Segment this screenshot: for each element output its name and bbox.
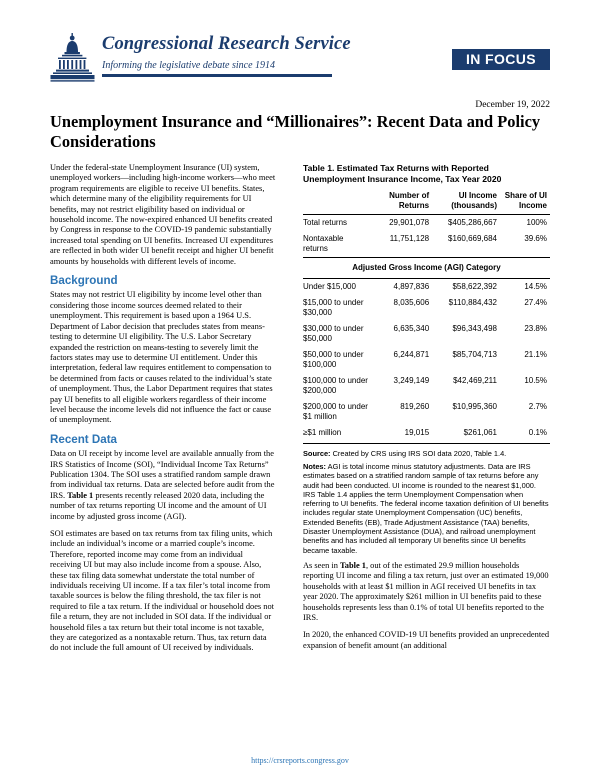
document-date: December 19, 2022 [475, 100, 550, 110]
row-label: Under $15,000 [303, 281, 356, 291]
right-paragraph-2: In 2020, the enhanced COVID-19 UI benefits provided an unprecedented expansion of benefit amount (an additional [303, 630, 550, 650]
cell-share: 0.1% [500, 425, 550, 443]
cell-returns: 6,244,871 [393, 350, 430, 360]
right-p1-part-a: As seen in [303, 560, 340, 570]
org-title: Congressional Research Service [102, 34, 351, 54]
cell-share: 39.6% [524, 234, 547, 244]
right-column [303, 163, 550, 658]
right-column-body [303, 561, 550, 651]
table-reference: Table 1 [339, 560, 366, 570]
cell-ui-income: $110,884,432 [448, 298, 497, 308]
left-column [50, 163, 276, 661]
recent-data-paragraph-2: SOI estimates are based on tax returns from tax filing units, which include an individual’s income or a married couple’s income. Therefore, reported income may come from an individual receiving UI but may also include income from a spouse. Also, these tax filing data somewhat understate the total number of individuals receiving UI income. If a tax filer’s total income from taxable sources is below the filing threshold, the tax filer is not required to file a tax return. If the individual or household does not file a return, they are not included in SOI data. If the individual or household files a tax return but their total income is not taxable, they are categorized as a nontaxable return. Thus, tax return data do not include the full amount of UI received by individuals. [50, 529, 274, 653]
row-label: $50,000 to under $100,000 [303, 350, 364, 370]
notes-label: Notes: [303, 461, 326, 471]
cell-ui-income: $10,995,360 [452, 402, 497, 412]
ui-income-table [303, 188, 550, 444]
table-row [303, 321, 550, 347]
intro-paragraph: Under the federal-state Unemployment Insurance (UI) system, unemployed workers—including high-income workers—who meet program requirements are eligible to receive UI benefits. States, which determine many of the eligibility requirements for UI benefits, may not restrict eligibility based on individual or household income. The now-expired enhanced UI benefits created by Congress in response to the COVID-19 pandemic substantially increased total spending on UI benefits. Increased UI expenditures are reflected in both wider UI benefit receipt and higher UI benefit amounts by households with different levels of income. [50, 163, 276, 266]
cell-share: 14.5% [524, 281, 547, 291]
table-notes-text [303, 462, 550, 555]
cell-returns: 6,635,340 [393, 324, 430, 334]
source-label: Source: [303, 448, 331, 458]
footer-url[interactable]: https://crsreports.congress.gov [251, 756, 349, 765]
table-row [303, 399, 550, 425]
table-reference: Table 1 [67, 490, 94, 500]
table-row [303, 347, 550, 373]
cell-returns: 19,015 [375, 425, 432, 443]
table-row [303, 373, 550, 399]
cell-ui-income: $42,469,211 [453, 376, 497, 386]
agi-category-header: Adjusted Gross Income (AGI) Category [303, 258, 550, 278]
row-label: $200,000 to under $1 million [303, 402, 368, 422]
cell-ui-income: $405,286,667 [448, 218, 497, 227]
cell-ui-income: $96,343,498 [452, 324, 497, 334]
footer [0, 756, 600, 765]
cell-share: 10.5% [524, 376, 547, 386]
row-label: Nontaxable returns [303, 234, 344, 254]
cell-share: 2.7% [528, 402, 547, 412]
right-paragraph-1 [303, 561, 550, 623]
row-label: $100,000 to under $200,000 [303, 376, 368, 396]
column-header-share: Share of UI Income [500, 188, 550, 215]
notes-body: AGI is total income minus statutory adjustments. Data are IRS estimates based on a stratified random sample of tax returns before any audit had been conducted. UI income is rounded to the nearest $1,000. IRS Table 1.4 applies the term Unemployment Compensation when referring to UI benefits. The federal income taxation definition of UI benefits includes regular state Unemployment Compensation (UC) benefits, Extended Benefits (EB), Trade Adjustment Assistance (TAA) benefits, Disaster Unemployment Assistance (DUA), and railroad unemployment benefits and has included all temporary UI benefits since UI benefits became taxable. [303, 461, 549, 555]
table-section-header [303, 258, 550, 278]
cell-returns: 11,751,128 [389, 234, 430, 244]
status-badge: IN FOCUS [452, 49, 550, 70]
cell-returns: 4,897,836 [393, 281, 430, 291]
page-title: Unemployment Insurance and “Millionaires”: Recent Data and Policy Considerations [50, 112, 541, 151]
cell-ui-income: $261,061 [432, 425, 500, 443]
capitol-dome-icon [50, 32, 96, 82]
org-tagline: Informing the legislative debate since 1914 [102, 60, 276, 71]
recent-p1-part-b: presents recently released 2020 data, including the number of tax returns reporting UI income and the amount of UI income by adjusted gross income (AGI). [50, 490, 267, 521]
column-header-returns: Number of Returns [375, 188, 432, 215]
table-header [303, 188, 550, 215]
row-label: $30,000 to under $50,000 [303, 324, 364, 344]
table-body [303, 215, 550, 444]
table-notes [303, 449, 550, 555]
recent-data-paragraph-1 [50, 449, 276, 522]
heading-recent-data: Recent Data [50, 432, 118, 446]
recent-p1-part-a: Data on UI receipt by income level are available annually from the IRS Statistics of Income (SOI), “Individual Income Tax Returns” Publication 1304. The SOI uses a stratified random sample drawn from individual tax returns. Data are selected before audit from the IRS. [50, 449, 275, 500]
row-label: Total returns [303, 218, 348, 227]
column-header-blank [303, 188, 375, 215]
cell-ui-income: $58,622,392 [452, 281, 497, 291]
cell-returns: 3,249,149 [393, 376, 430, 386]
table-source [303, 449, 550, 458]
cell-share: 23.8% [524, 324, 547, 334]
table-row [303, 425, 550, 443]
table-row [303, 278, 550, 295]
row-label: ≥$1 million [303, 425, 375, 443]
column-header-ui-income: UI Income (thousands) [432, 188, 500, 215]
cell-returns: 8,035,606 [393, 298, 430, 308]
cell-returns: 819,260 [400, 402, 430, 412]
table-row [303, 231, 550, 258]
heading-background: Background [50, 274, 118, 288]
table-row [303, 295, 550, 321]
row-label: $15,000 to under $30,000 [303, 298, 364, 318]
cell-share: 27.4% [524, 298, 547, 308]
cell-ui-income: $85,704,713 [452, 350, 497, 360]
cell-share: 21.1% [524, 350, 547, 360]
masthead-divider [102, 74, 332, 77]
cell-ui-income: $160,669,684 [448, 234, 497, 244]
source-text: Created by CRS using IRS SOI data 2020, Table 1.4. [330, 448, 507, 458]
table-header-row [303, 188, 550, 215]
background-paragraph: States may not restrict UI eligibility by income level other than considering those income sources deemed related to their unemployment. This requirement is based upon a 1964 U.S. Department of Labor decision that precludes states from means-testing to determine UI eligibility. The U.S. Labor Secretary expanded the restriction on means-testing to severely limit the factors states may use to determine UI entitlement. Under this interpretation, federal law requires entitlement to compensation to be determined from facts or causes related to the individual’s state of unemployment. Thus, the Labor Department requires that states pay UI benefits to all eligible workers regardless of their income level because the income levels did not influence the fact or cause of unemployment. [50, 290, 273, 425]
cell-share: 100% [526, 218, 547, 227]
cell-returns: 29,901,078 [389, 218, 430, 227]
table-row [303, 215, 550, 232]
table-caption: Table 1. Estimated Tax Returns with Reported Unemployment Insurance Income, Tax Year 2020 [303, 163, 502, 184]
right-p1-part-b: , out of the estimated 29.9 million households reporting UI income and filing a tax return, just over an estimated 19,000 households with at least $1 million in AGI received UI benefits in tax year 2020. The approximately $261 million in UI benefits paid to these households represents less than 0.1% of total UI benefits reported to the IRS. [303, 560, 549, 622]
